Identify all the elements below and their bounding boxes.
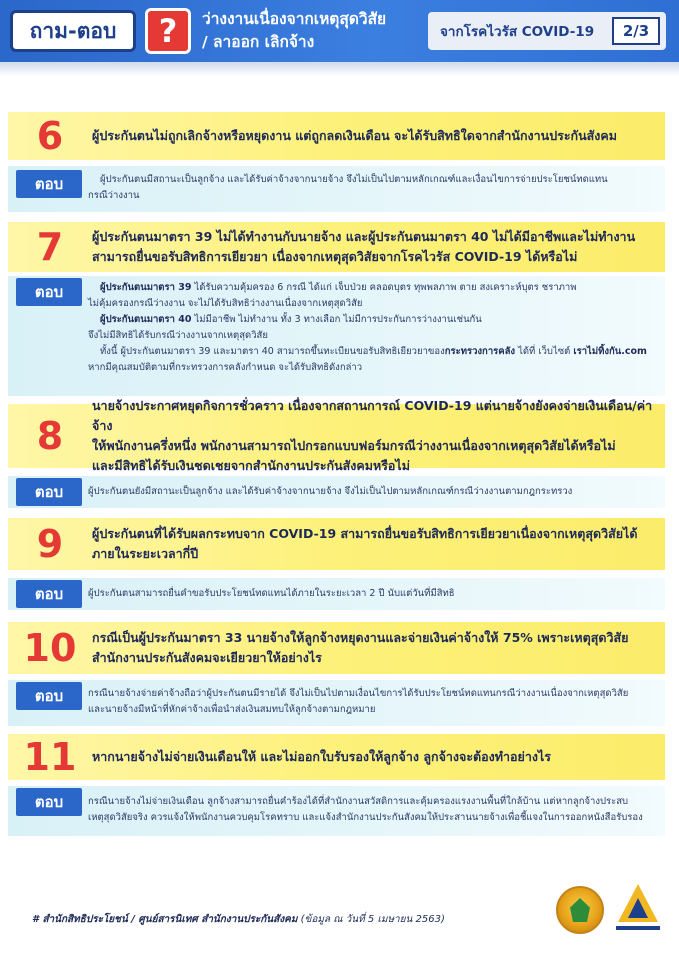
answer-tag: ตอบ <box>16 580 82 608</box>
question-8 <box>8 398 665 473</box>
answer-tag: ตอบ <box>16 788 82 816</box>
answer-text: ผู้ประกันตนมาตรา 39 ได้รับความคุ้มครอง 6 กรณี ได้แก่ เจ็บป่วย คลอดบุตร ทุพพลภาพ ตาย สงเคราะห์บุตร ชราภาพ ไม่คุ้มครองกรณีว่างงาน จะไม่ได้รับสิทธิว่างงานเนื่องจากเหตุสุดวิสัย ผู้ประกันตนมาตรา 40 ไม่มีอาชีพ ไม่ทำงาน ทั้ง 3 ทางเลือก ไม่มีการประกันการว่างงานเช่นกัน จึงไม่มีสิทธิได้รับกรณีว่างงานจากเหตุสุดวิสัย ทั้งนี้ ผู้ประกันตนมาตรา 39 และมาตรา 40 สามารถขึ้นทะเบียนขอรับสิทธิเยียวยาของกระทรวงการคลัง ได้ที่ เว็บไซต์ เราไม่ทิ้งกัน.com หากมีคุณสมบัติตามที่กระทรวงการคลังกำหนด จะได้รับสิทธิดังกล่าว <box>88 282 647 373</box>
answer-9 <box>8 578 665 610</box>
answer-tag: ตอบ <box>16 170 82 198</box>
answer-text: กรณีนายจ้างจ่ายค่าจ้างถือว่าผู้ประกันตนมีรายได้ จึงไม่เป็นไปตามเงื่อนไขการได้รับประโยชน์ทดแทนกรณีว่างงานเนื่องจากเหตุสุดวิสัย และนายจ้างมีหน้าที่หักค่าจ้างเพื่อนำส่งเงินสมทบให้ลูกจ้างตามกฎหมาย <box>88 688 629 715</box>
answer-text: ผู้ประกันตนสามารถยื่นคำขอรับประโยชน์ทดแทนได้ภายในระยะเวลา 2 ปี นับแต่วันที่มีสิทธิ <box>88 588 455 599</box>
qa-badge: ถาม-ตอบ <box>10 10 136 52</box>
question-9 <box>8 518 665 570</box>
header-topic: จากโรคไวรัส COVID-19 <box>440 24 595 40</box>
question-mark-icon: ? <box>145 8 191 54</box>
footer-source: # สำนักสิทธิประโยชน์ / ศูนย์สารนิเทศ สำนักงานประกันสังคม (ข้อมูล ณ วันที่ 5 เมษายน 2563) <box>32 914 445 925</box>
question-number: 7 <box>36 225 64 269</box>
question-number: 6 <box>36 114 64 158</box>
seal-emblem-icon <box>570 898 590 922</box>
question-number: 8 <box>36 414 64 458</box>
question-6 <box>8 112 665 160</box>
sso-logo-icon <box>614 884 662 936</box>
header-topic-box <box>428 12 666 50</box>
answer-11 <box>8 786 665 836</box>
question-11 <box>8 734 665 780</box>
question-number: 9 <box>36 522 64 566</box>
question-10 <box>8 622 665 674</box>
header-title <box>202 8 432 54</box>
question-7 <box>8 222 665 272</box>
page-indicator: 2/3 <box>612 17 660 45</box>
header-banner <box>0 0 679 62</box>
question-text: หากนายจ้างไม่จ่ายเงินเดือนให้ และไม่ออกใบรับรองให้ลูกจ้าง ลูกจ้างจะต้องทำอย่างไร <box>92 749 551 764</box>
answer-tag: ตอบ <box>16 478 82 506</box>
answer-text: กรณีนายจ้างไม่จ่ายเงินเดือน ลูกจ้างสามารถยื่นคำร้องได้ที่สำนักงานสวัสดิการและคุ้มครองแรงงานพื้นที่ใกล้บ้าน แต่หากลูกจ้างประสบ เหตุสุดวิสัยจริง ควรแจ้งให้พนักงานควบคุมโรคทราบ และแจ้งสำนักงานประกันสังคมให้ประสานนายจ้างเพื่อชี้แจงในการออกหนังสือรับรอง <box>88 796 643 823</box>
question-text: ผู้ประกันตนที่ได้รับผลกระทบจาก COVID-19 สามารถยื่นขอรับสิทธิการเยียวยาเนื่องจากเหตุสุดวิสัยได้ ภายในระยะเวลากี่ปี <box>92 526 638 561</box>
answer-tag: ตอบ <box>16 278 82 306</box>
answer-10 <box>8 680 665 726</box>
answer-8 <box>8 476 665 508</box>
header-title-line1: ว่างงานเนื่องจากเหตุสุดวิสัย <box>202 10 387 28</box>
question-number: 11 <box>23 735 77 779</box>
header-shadow <box>0 62 679 76</box>
answer-tag: ตอบ <box>16 682 82 710</box>
answer-text: ผู้ประกันตนมีสถานะเป็นลูกจ้าง และได้รับค่าจ้างจากนายจ้าง จึงไม่เป็นไปตามหลักเกณฑ์และเงื่อนไขการจ่ายประโยชน์ทดแทน กรณีว่างงาน <box>88 174 608 201</box>
question-number: 10 <box>23 626 77 670</box>
question-text: ผู้ประกันตนไม่ถูกเลิกจ้างหรือหยุดงาน แต่ถูกลดเงินเดือน จะได้รับสิทธิใดจากสำนักงานประกันสังคม <box>92 128 617 143</box>
ministry-seal-logo-icon <box>556 886 604 934</box>
question-text: กรณีเป็นผู้ประกันมาตรา 33 นายจ้างให้ลูกจ้างหยุดงานและจ่ายเงินค่าจ้างให้ 75% เพราะเหตุสุดวิสัย สำนักงานประกันสังคมจะเยียวยาให้อย่างไร <box>92 630 629 665</box>
answer-7 <box>8 276 665 396</box>
question-text: นายจ้างประกาศหยุดกิจการชั่วคราว เนื่องจากสถานการณ์ COVID-19 แต่นายจ้างยังคงจ่ายเงินเดือน/ค่าจ้าง ให้พนักงานครึ่งหนึ่ง พนักงานสามารถไปกรอกแบบฟอร์มกรณีว่างงานเนื่องจากเหตุสุดวิสัยได้หรือไม่ และมีสิทธิได้รับเงินชดเชยจากสำนักงานประกันสังคมหรือไม่ <box>92 398 653 473</box>
question-text: ผู้ประกันตนมาตรา 39 ไม่ได้ทำงานกับนายจ้าง และผู้ประกันตนมาตรา 40 ไม่ได้มีอาชีพและไม่ทำงาน สามารถยื่นขอรับสิทธิการเยียวยา เนื่องจากเหตุสุดวิสัยจากโรคไวรัส COVID-19 ได้หรือไม่ <box>92 229 636 264</box>
header-title-line2: / ลาออก เลิกจ้าง <box>202 33 315 51</box>
answer-6 <box>8 166 665 212</box>
answer-text: ผู้ประกันตนยังมีสถานะเป็นลูกจ้าง และได้รับค่าจ้างจากนายจ้าง จึงไม่เป็นไปตามหลักเกณฑ์กรณีว่างงานตามกฎกระทรวง <box>88 486 573 497</box>
